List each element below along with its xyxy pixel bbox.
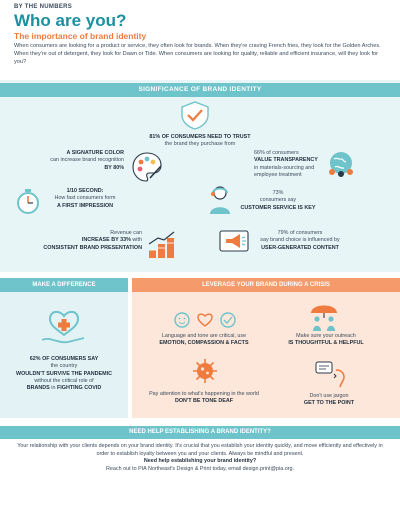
difference-stat: 62% OF CONSUMERS SAY the country WOULDN'T SURVIVE THE PANDEMIC without the critical role of BRANDS in FIGHTING COVID	[15, 356, 113, 392]
virus-icon	[190, 356, 220, 386]
help-contact: Reach out to PIA Northeast's Design & Print today, email design.print@pia.org.	[106, 466, 294, 473]
page-subtitle: The importance of brand identity	[14, 31, 147, 41]
megaphone-icon	[218, 228, 250, 256]
significance-heading: SIGNIFICANCE OF BRAND IDENTITY	[0, 83, 400, 97]
coins-chart-icon	[146, 230, 178, 260]
stopwatch-icon	[14, 187, 42, 215]
transparency-stat: 66% of consumers VALUE TRANSPARENCY in materials-sourcing and employee treatment	[254, 150, 318, 178]
shield-check-icon	[177, 100, 213, 130]
intro-paragraph: When consumers are looking for a product or service, they often look for brands. When they're craving French fries, they look for the Golden Arches. When they're out of detergent, they look for Dawn or Tide. When consumers are looking for quality, reliable and efficient insurance, will they look for you?	[14, 43, 381, 65]
signature-color-stat: A SIGNATURE COLOR can increase brand recognition BY 80%	[50, 150, 124, 171]
difference-heading: MAKE A DIFFERENCE	[0, 278, 128, 292]
jargon-tip: Don't use jargon GET TO THE POINT	[303, 393, 355, 407]
kicker: BY THE NUMBERS	[14, 4, 73, 10]
emotion-icons	[172, 310, 238, 330]
customer-service-stat: 73% consumers say CUSTOMER SERVICE IS KEY	[240, 190, 316, 211]
outreach-tip: Make sure your outreach IS THOUGHTFUL & HELPFUL	[288, 333, 364, 347]
help-question: Need help establishing your brand identity?	[143, 458, 257, 465]
crisis-heading: LEVERAGE YOUR BRAND DURING A CRISIS	[132, 278, 400, 292]
revenue-stat: Revenue can INCREASE BY 33% with CONSISTENT BRAND PRESENTATION	[43, 230, 142, 251]
palette-icon	[130, 150, 164, 184]
speech-person-icon	[314, 360, 346, 388]
trust-stat: 81% OF CONSUMERS NEED TO TRUST the brand they purchase from	[149, 134, 251, 148]
help-section	[14, 443, 386, 474]
page-title: Who are you?	[14, 11, 127, 30]
help-body: Your relationship with your clients depends on your brand identity. It's crucial that you establish your identity quickly, and move efficiently and effectively in order to establish loyalty between you and your clients. Always be mindful and present.	[17, 443, 383, 457]
help-heading: NEED HELP ESTABLISHING A BRAND IDENTITY?	[0, 426, 400, 439]
first-impression-stat: 1/10 SECOND: How fast consumers form A FIRST IMPRESSION	[54, 188, 116, 209]
language-tip: Language and tone are critical, use EMOTION, COMPASSION & FACTS	[159, 333, 249, 347]
globe-people-icon	[326, 148, 356, 178]
attention-tip: Pay attention to what's happening in the world DON'T BE TONE DEAF	[149, 391, 259, 405]
difference-section	[0, 278, 128, 418]
people-umbrella-icon	[308, 300, 340, 332]
ugc-stat: 79% of consumers say brand choice is influenced by USER-GENERATED CONTENT	[260, 230, 340, 251]
heart-hand-icon	[38, 308, 90, 348]
